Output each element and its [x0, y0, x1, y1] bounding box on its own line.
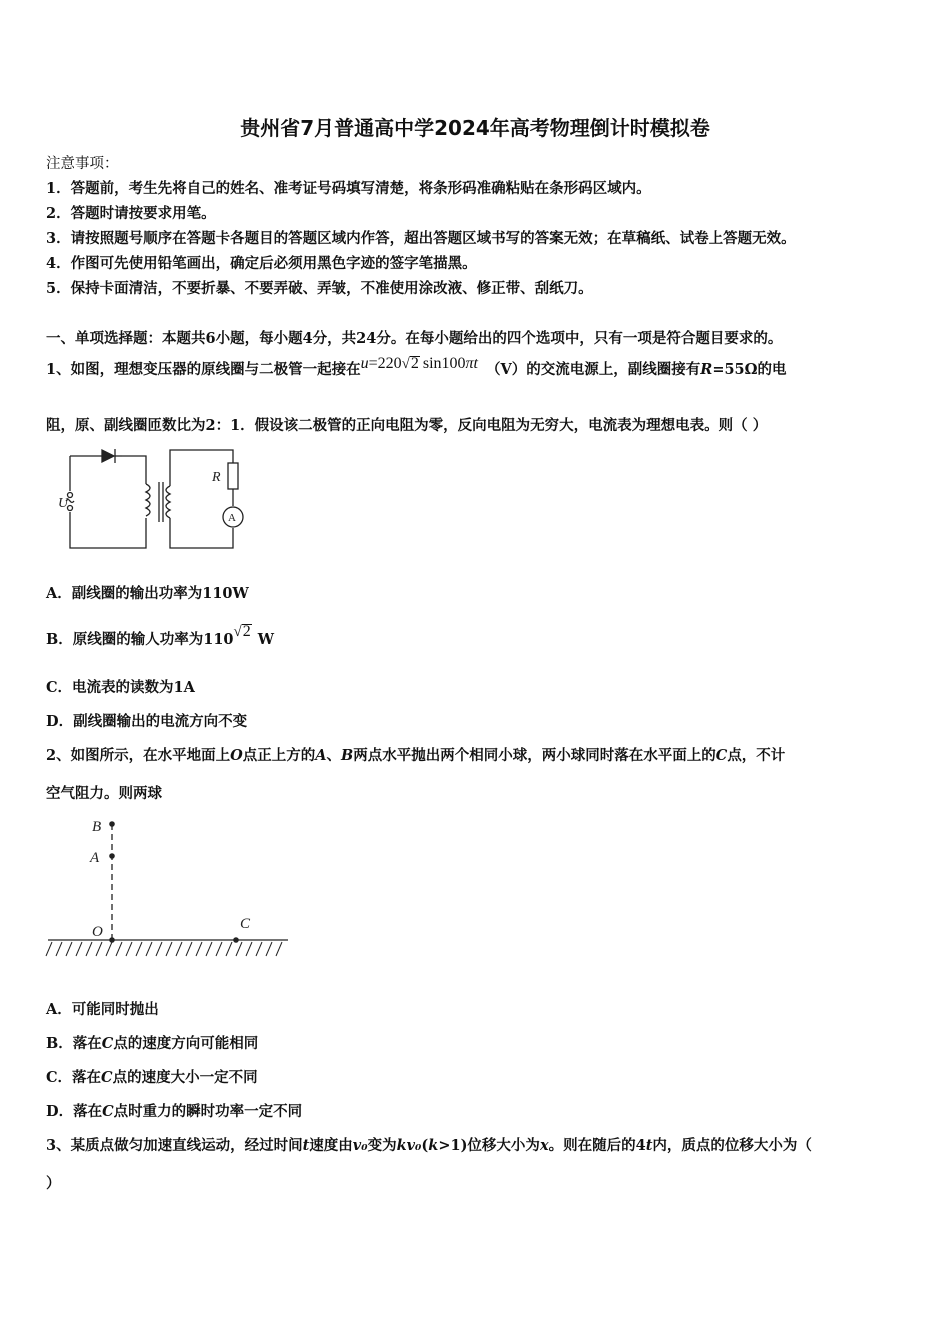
fig-label-r: R: [212, 470, 221, 485]
fig-label-o: O: [92, 924, 103, 940]
formula-pi-t: πt: [465, 355, 478, 372]
q3-part-4: (: [421, 1137, 429, 1154]
note-item-4: 4．作图可先使用铅笔画出，确定后必须用黑色字迹的签字笔描黑。: [46, 255, 477, 272]
q1-option-c: C．电流表的读数为1A: [46, 679, 195, 696]
q1-option-b-root: [234, 623, 252, 640]
q3-part-2: 速度由: [309, 1137, 353, 1154]
q2-option-d-pre: D．落在: [46, 1103, 103, 1120]
note-item-1: 1．答题前，考生先将自己的姓名、准考证号码填写清楚，将条形码准确粘贴在条形码区域内。: [46, 180, 651, 197]
formula-eq: =220: [368, 355, 402, 372]
q3-var-kv0: kv₀: [396, 1137, 422, 1154]
fig-label-c: C: [240, 916, 251, 932]
page-title: 贵州省7月普通高中学2024年高考物理倒计时模拟卷: [240, 116, 710, 140]
q3-stem-line2: ）: [46, 1175, 61, 1192]
q3-part-1: 3、某质点做匀加速直线运动，经过时间: [46, 1137, 303, 1154]
point-c: [233, 937, 239, 943]
q3-var-k: k: [428, 1137, 439, 1154]
q3-part-7: 内，质点的位移大小为（: [652, 1137, 812, 1154]
q2-option-d-post: 点时重力的瞬时功率一定不同: [113, 1103, 303, 1120]
q2-stem-a: A: [315, 747, 327, 764]
q3-part-5: >1)位移大小为: [438, 1137, 540, 1154]
q2-stem-3: 、: [326, 747, 341, 764]
q1-stem-c: =55Ω的电: [712, 361, 787, 378]
sqrt-symbol: √: [401, 356, 410, 372]
q2-option-c-pre: C．落在: [46, 1069, 102, 1086]
notes-heading: 注意事项：: [46, 156, 119, 172]
formula-root: 2: [410, 355, 419, 372]
fig-label-ammeter: A: [228, 512, 236, 524]
q2-option-b-pre: B．落在: [46, 1035, 102, 1052]
fig-label-a: A: [90, 850, 100, 866]
q1-option-b: [46, 623, 275, 649]
q1-option-b-text: B．原线圈的输人功率为110: [46, 631, 234, 648]
note-item-3: 3．请按照题号顺序在答题卡各题目的答题区域内作答，超出答题区域书写的答案无效；在草稿纸、试卷上答题无效。: [46, 230, 796, 247]
q3-stem-line1: [46, 1134, 812, 1155]
section-heading: 一、单项选择题：本题共6小题，每小题4分，共24分。在每小题给出的四个选项中，只有一项是符合题目要求的。: [46, 330, 783, 347]
q2-stem-b: B: [341, 747, 354, 764]
sqrt-symbol-b: √: [233, 624, 242, 640]
point-b: [109, 821, 115, 827]
q1-stem-a: 1、如图，理想变压器的原线圈与二极管一起接在: [46, 361, 361, 378]
q3-part-6: 。则在随后的4: [548, 1137, 646, 1154]
q1-stem-line2: 阻，原、副线圈匝数比为2：1．假设该二极管的正向电阻为零，反向电阻为无穷大，电流表为理想电表。则（ ）: [46, 417, 768, 434]
q1-stem-line1: [46, 355, 787, 379]
q2-option-c-c: C: [101, 1069, 113, 1086]
q1-option-a: A．副线圈的输出功率为110W: [46, 585, 249, 602]
q2-stem-line2: 空气阻力。则两球: [46, 785, 162, 802]
q1-circuit-diagram: [60, 446, 250, 554]
q2-option-b: [46, 1032, 258, 1053]
q2-stem-2: 点正上方的: [242, 747, 316, 764]
point-a: [109, 853, 115, 859]
q1-option-d: D．副线圈输出的电流方向不变: [46, 713, 248, 730]
q1-stem-b: （V）的交流电源上，副线圈接有: [486, 361, 701, 378]
q3-var-t: t: [302, 1137, 310, 1154]
q3-var-v0: v₀: [352, 1137, 368, 1154]
q1-formula: [361, 355, 478, 372]
q1-option-b-unit: W: [257, 631, 275, 648]
formula-u: u: [360, 355, 369, 372]
q2-option-c: [46, 1066, 258, 1087]
q2-projectile-diagram: [44, 812, 294, 962]
q2-option-d-c: C: [102, 1103, 114, 1120]
q2-option-b-post: 点的速度方向可能相同: [113, 1035, 259, 1052]
q3-var-t2: t: [645, 1137, 653, 1154]
q2-option-b-c: C: [101, 1035, 114, 1052]
option-b-radicand: 2: [242, 623, 251, 640]
q3-var-x: x: [539, 1137, 549, 1154]
fig-label-b: B: [92, 819, 102, 835]
q3-part-3: 变为: [367, 1137, 397, 1154]
fig-label-u: U: [58, 496, 69, 511]
q2-option-d: [46, 1100, 302, 1121]
q2-option-c-post: 点的速度大小一定不同: [112, 1069, 258, 1086]
q2-stem-4: 两点水平抛出两个相同小球，两小球同时落在水平面上的: [353, 747, 716, 764]
q2-stem-5: 点，不计: [727, 747, 786, 764]
q2-stem-c: C: [715, 747, 728, 764]
note-item-5: 5．保持卡面清洁，不要折暴、不要弄破、弄皱，不准使用涂改液、修正带、刮纸刀。: [46, 280, 593, 297]
q2-stem-line1: [46, 744, 785, 765]
formula-sin: sin100: [422, 355, 466, 372]
point-o: [109, 937, 115, 943]
q2-stem-o: O: [230, 747, 243, 764]
q2-option-a: A．可能同时抛出: [46, 1001, 159, 1018]
q2-stem-1: 2、如图所示，在水平地面上: [46, 747, 231, 764]
q1-stem-r: R: [700, 361, 713, 378]
note-item-2: 2．答题时请按要求用笔。: [46, 205, 216, 222]
